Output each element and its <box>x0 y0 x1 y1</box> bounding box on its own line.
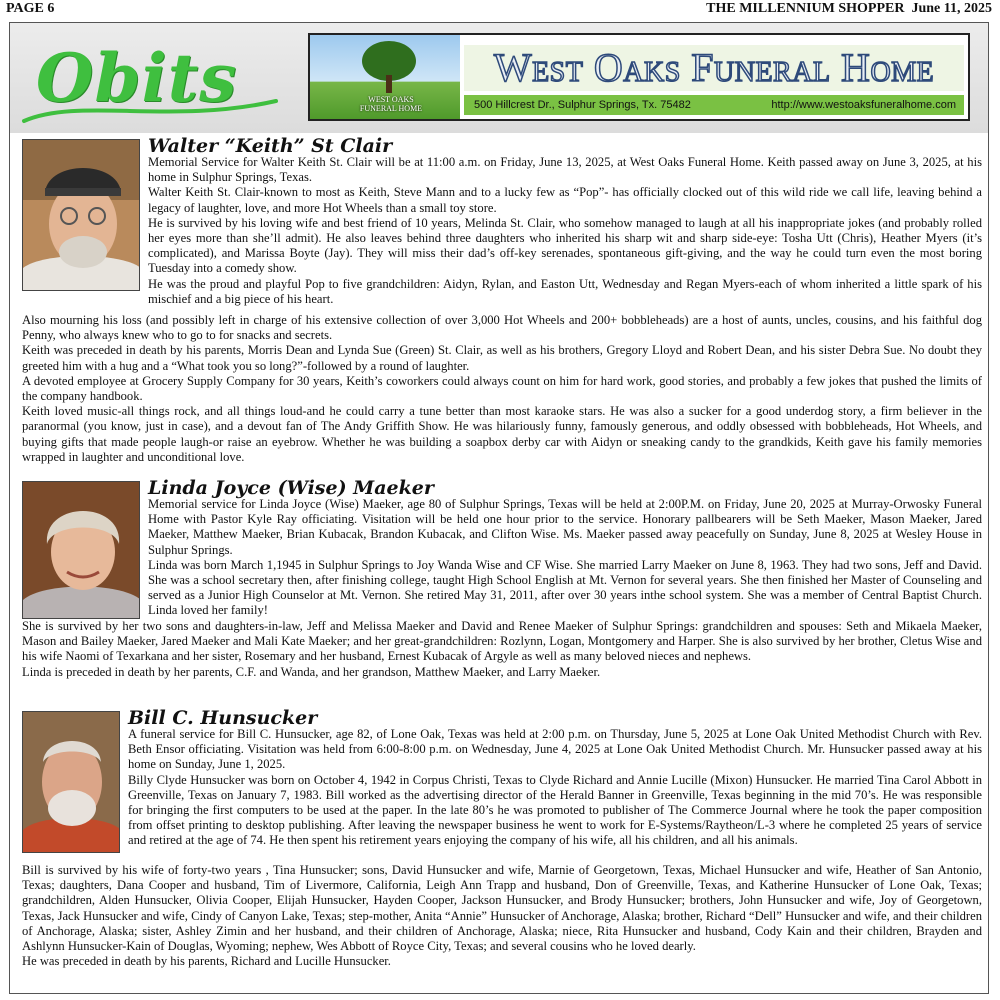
obituary-paragraph: Billy Clyde Hunsucker was born on October 4, 1942 in Corpus Christi, Texas to Clyde Richard and Annie Lucille (Mixon) Hunsucker. He married Tina Carol Abbott in Greenville, Texas on January 7, 1983. Bill worked as the advertising director of the Herald Banner in Greenville, Texas beginning in the mid 70’s. He was responsible for bringing the first computers to be used at the paper. In the late 80’s he was promoted to publisher of The Commerce Journal where he took the paper composition from offset printing to desktop publishing. After leaving the newspaper business he went to work for E-Systems/Raytheon/L-3 where he completed 25 years of service and retired at the age of 74. He then spent his retirement years enjoying the company of his wife, all his children, and all his animals. <box>128 772 982 848</box>
obituary-paragraph: He is survived by his loving wife and best friend of 10 years, Melinda St. Clair, who somehow managed to laugh at all his inappropriate jokes (and probably rolled her eyes more than she’ll admit). He also leaves behind three daughters who inherited his sharp wit and sharp side-eye: Tosha Utt (Chris), Heather Myers (it’s complicated), and Marissa Boyte (Jay). They will miss their dad’s off-key serenades, spontaneous gift-giving, and the way he could turn even the most boring Tuesday into a comedy show. <box>148 215 982 276</box>
obituary-paragraph: Keith was preceded in death by his parents, Morris Dean and Lynda Sue (Green) St. Clair, as well as his brothers, Gregory Lloyd and Robert Dean, and his sister Debra Sue. No doubt they greeted him with a hug and a “What took you so long?”-followed by a round of laughter. <box>22 343 982 373</box>
issue-date: June 11, 2025 <box>911 1 992 16</box>
obituary-name: Bill C. Hunsucker <box>128 707 318 729</box>
ad-mini-logo: WEST OAKS FUNERAL HOME <box>359 95 423 113</box>
obituary-paragraph: Memorial Service for Walter Keith St. Clair will be at 11:00 a.m. on Friday, June 13, 2025, at West Oaks Funeral Home. Keith passed away on June 3, 2025, at his home in Sulphur Springs, Texas. <box>148 155 982 185</box>
man-with-beard-portrait-icon <box>23 712 120 853</box>
obituary-body <box>148 497 982 619</box>
portrait-photo <box>22 711 120 853</box>
masthead-date <box>706 1 992 17</box>
obituary-paragraph: A devoted employee at Grocery Supply Company for 30 years, Keith’s coworkers could always count on him for hard work, good stories, and probably a few jokes that pushed the limits of the company handbook. <box>22 373 982 404</box>
obituary-name: Walter “Keith” St Clair <box>148 135 393 157</box>
banner <box>10 23 988 133</box>
obituary-paragraph: Walter Keith St. Clair-known to most as Keith, Steve Mann and to a lucky few as “Pop”- has officially clocked out of this wild ride we call life, leaving behind a legacy of laughter, love, and more Hot Wheels than a small toy store. <box>148 185 982 215</box>
obituary-body-continued <box>22 313 982 465</box>
obituary-paragraph: A funeral service for Bill C. Hunsucker, age 82, of Lone Oak, Texas was held at 2:00 p.m. on Thursday, June 5, 2025 at Lone Oak United Methodist Church with Rev. Beth Ensor officiating. Visitation was held from 6:00-8:00 p.m. on Wednesday, June 4, 2025 at Lone Oak United Methodist Church. Mr. Hunsucker passed away at his home on Sunday, June 1, 2025. <box>128 727 982 772</box>
ad-address: 500 Hillcrest Dr., Sulphur Springs, Tx. 75482 <box>474 99 691 111</box>
funeral-home-ad[interactable] <box>308 33 970 121</box>
obituary-name: Linda Joyce (Wise) Maeker <box>148 477 434 499</box>
obituary-paragraph: She is survived by her two sons and daughters-in-law, Jeff and Melissa Maeker and David and Renee Maeker of Sulphur Springs: grandchildren and spouses: Seth and Mikaela Maeker, Mason and Bailey Maeker, Jared Maeker and Mali Kate Maeker; and her great-grandchildren: Rozlynn, Logan, Montgomery and Harper. She is also survived by her brother, Cletus Wise and his wife Naomi of Texarkana and her sister, Rosemary and her husband, Ernest Kubacak of Argyle as well as many beloved nieces and nephews. <box>22 619 982 664</box>
page-header <box>0 0 1000 22</box>
ad-business-name: West Oaks Funeral Home <box>464 45 964 91</box>
obituary-paragraph: Bill is survived by his wife of forty-two years , Tina Hunsucker; sons, David Hunsucker and wife, Marnie of Georgetown, Texas, Michael Hunsucker and wife, Heather of San Antonio, Texas; daughters, Dana Cooper and husband, Tim of Livermore, California, Leigh Ann Trapp and husband, Don of Greenville, Texas, and Katherine Hunsucker of Lone Oak, Texas; grandchildren, Alden Hunsucker, Olivia Cooper, Elijah Hunsucker, Hayden Cooper, Jackson Hunsucker, and Brody Hunsucker; brothers, John Hunsucker and wife, Joy of Georgetown, Texas, Jack Hunsucker and wife, Cindy of Canyon Lake, Texas; step-mother, Anita “Annie” Hunsucker of Anchorage, Alaska; brother, Richard “Dell” Hunsucker and wife, and their children of Anchorage, Alaska; sister, Ashley Zimin and her husband, and their children of Anchorage, Alaska; niece, Rita Hunsucker and husband, Cody Kain and their children, Brayden and Ashlynn Hunsucker-Kain of Douglas, Wyoming; nephew, Wes Abbott of Royce City, Texas; and several cousins who he loved dearly. <box>22 863 982 954</box>
woman-portrait-icon <box>23 482 140 619</box>
obituary-paragraph: He was the proud and playful Pop to five grandchildren: Aidyn, Rylan, and Easton Utt, Wednesday and Regan Myers-each of whom inherited a little spark of his mischief and a big piece of his heart. <box>148 276 982 306</box>
obituary-body <box>128 727 982 849</box>
man-in-cap-portrait-icon <box>23 140 140 291</box>
obits-page-frame <box>9 22 989 994</box>
portrait-photo <box>22 481 140 619</box>
portrait-photo <box>22 139 140 291</box>
section-title: Obits <box>36 39 238 117</box>
ad-url[interactable]: http://www.westoaksfuneralhome.com <box>771 99 956 111</box>
obituary-body <box>148 155 982 307</box>
ad-body <box>460 35 968 119</box>
obituary-paragraph: Linda was born March 1,1945 in Sulphur Springs to Joy Wanda Wise and CF Wise. She married Larry Maeker on June 8, 1963. They had two sons, Jeff and David. She was a school secretary then, after finishing college, taught High School English at Mt. Vernon for several years. She then finished her Master of Counseling and served as a Junior High Counselor at Mt. Vernon. She retired May 31, 2011, after over 30 years inthe school system. She was a member of Central Baptist Church. Linda loved her family! <box>148 557 982 618</box>
obituary-paragraph: He was preceded in death by his parents, Richard and Lucille Hunsucker. <box>22 954 391 969</box>
obituary-paragraph: Keith loved music-all things rock, and all things loud-and he could carry a tune better than most karaoke stars. He was also a sucker for a good underdog story, a firm believer in the paranormal (you know, just in case), and a devout fan of The Andy Griffith Show. He was hilariously funny, famously generous, and oddly obsessed with bobbleheads, Hot Wheels, and buying gifts that made people laugh-or raise an eyebrow. Whether he was building a soapbox derby car with Aidyn or sneaking candy to the grandkids, Keith gave his family memories wrapped in laughter and unconditional love. <box>22 404 982 464</box>
obituary-paragraph: Linda is preceded in death by her parents, C.F. and Wanda, and her grandson, Matthew Maeker, and Larry Maeker. <box>22 664 601 679</box>
obituary-body-continued <box>22 863 982 969</box>
page-number: PAGE 6 <box>6 1 55 16</box>
ad-contact-bar <box>464 95 964 115</box>
obituary-paragraph: Also mourning his loss (and possibly left in charge of his extensive collection of over 3,000 Hot Wheels and 200+ bobbleheads) are a host of aunts, uncles, cousins, and his faithful dog Penny, who always knew who to go to for snacks and secrets. <box>22 313 982 343</box>
obituary-body-continued <box>22 619 982 680</box>
tree-trunk <box>386 75 392 93</box>
obituary-paragraph: Memorial service for Linda Joyce (Wise) Maeker, age 80 of Sulphur Springs, Texas will be held at 2:00P.M. on Friday, June 20, 2025 at Murray-Orwosky Funeral Home with Pastor Kyle Ray officiating. Visitation will be held one hour prior to the service. Honorary pallbearers will be Seth Maeker, Mason Maeker, Jared Maeker, Matthew Maeker, Brian Kubacak, Brandon Kubacak, and Clifton Wise. Ms. Maeker passed away peacefully on Sunday, June 8, 2025 at Wesley House in Sulphur Springs. <box>148 497 982 557</box>
ad-tree-image <box>310 35 460 119</box>
masthead: THE MILLENNIUM SHOPPER <box>706 1 905 16</box>
